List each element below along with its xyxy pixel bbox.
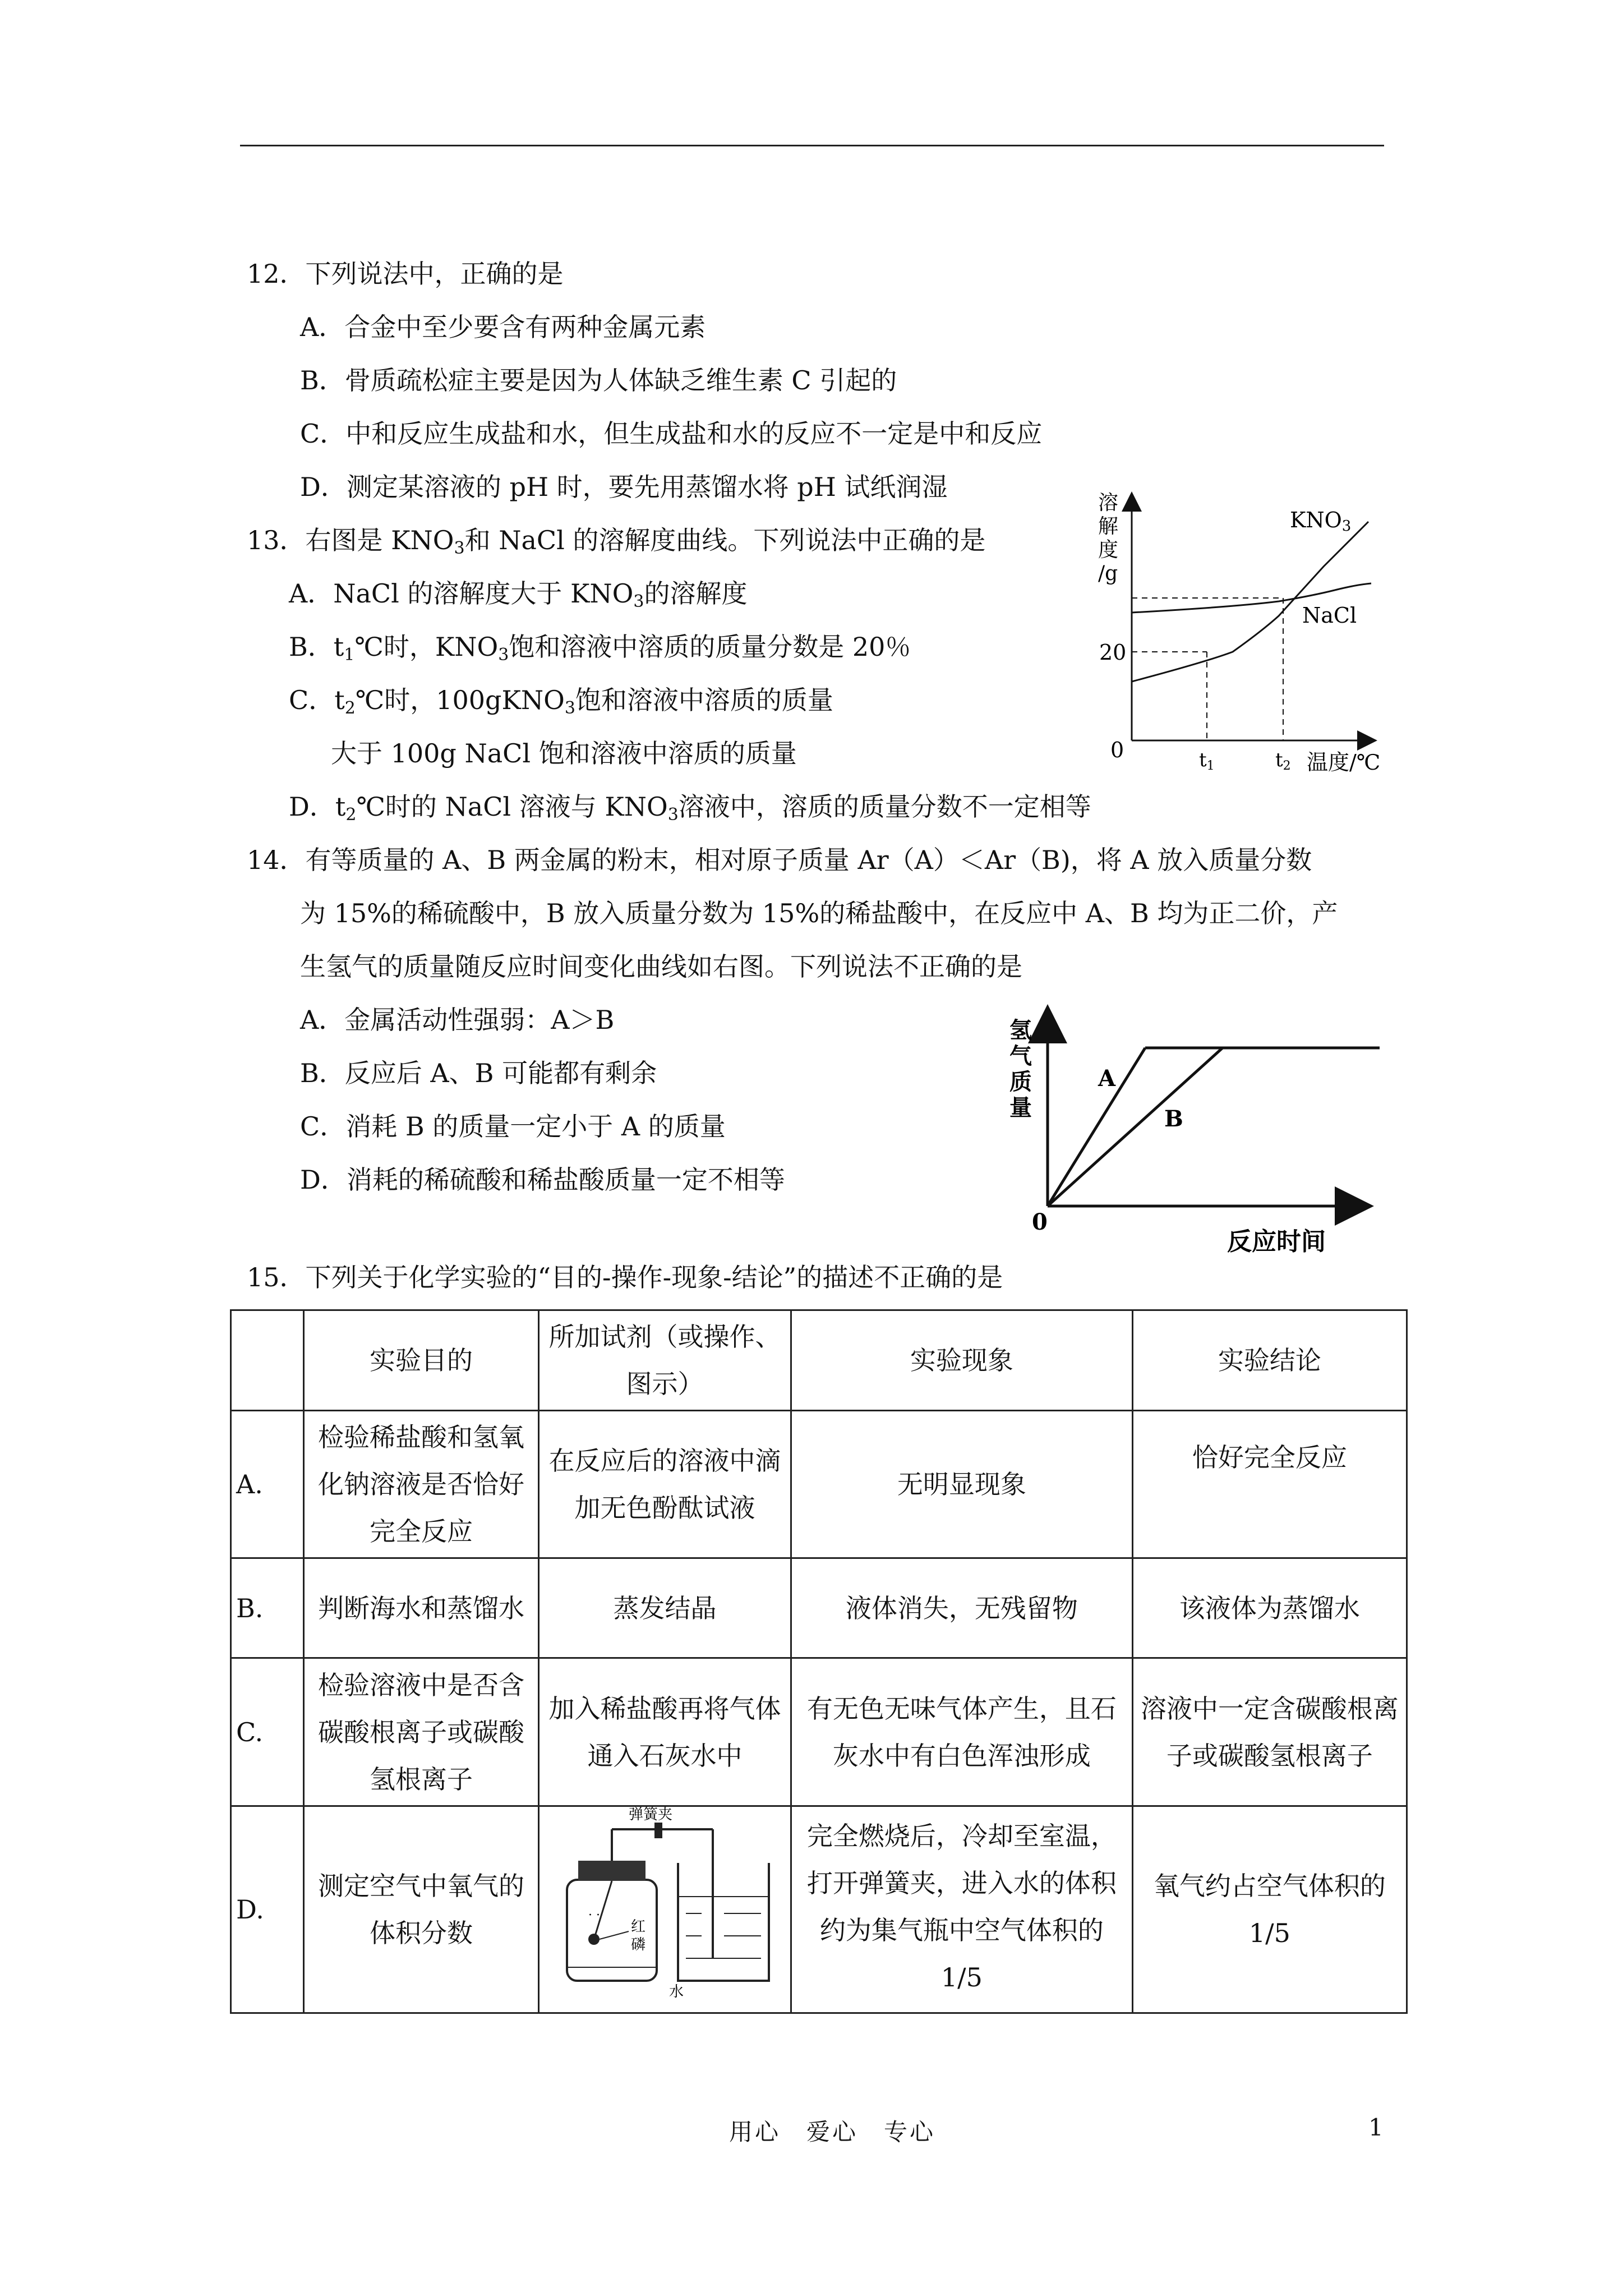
table-cell: 有无色无味气体产生，且石灰水中有白色浑浊形成 (791, 1658, 1133, 1806)
table-cell: 测定空气中氧气的体积分数 (303, 1806, 538, 2013)
x-label: 反应时间 (1227, 1227, 1326, 1256)
q12-option-d: D．测定某溶液的 pH 时，要先用蒸馏水将 pH 试纸润湿 (300, 472, 948, 502)
table-cell: 在反应后的溶液中滴加无色酚酞试液 (539, 1411, 791, 1558)
oxygen-apparatus-diagram (545, 1807, 786, 1998)
clamp-label: 弹簧夹 (628, 1807, 672, 1823)
q14-line2: 为 15%的稀硫酸中，B 放入质量分数为 15%的稀盐酸中，在反应中 A、B 均为正二价，产 (300, 898, 1338, 928)
label-b: B (1164, 1106, 1183, 1132)
table-cell: 蒸发结晶 (539, 1558, 791, 1658)
t2-label: t2 (1275, 749, 1291, 773)
curve-b (1048, 1048, 1223, 1206)
water-label: 水 (668, 1984, 684, 1998)
row-label: D. (231, 1806, 304, 2013)
phosphorus-label-2: 磷 (630, 1936, 645, 1953)
header-cell: 实验结论 (1132, 1310, 1407, 1411)
table-cell: 该液体为蒸馏水 (1132, 1558, 1407, 1658)
spring-clamp (654, 1823, 662, 1838)
table-cell: 加入稀盐酸再将气体通入石灰水中 (539, 1658, 791, 1806)
y-label-1: 氢 (1009, 1017, 1032, 1043)
q14-option-a: A．金属活动性强弱：A＞B (300, 1005, 615, 1035)
q13-stem: 13．右图是 $KNO_3$和 NaCl 的溶解度曲线。下列说法中正确的是 (247, 525, 986, 558)
header-cell: 所加试剂（或操作、图示） (539, 1310, 791, 1411)
q14-line1: 14．有等质量的 A、B 两金属的粉末，相对原子质量 Ar（A）＜Ar（B)，将 A 放入质量分数 (247, 845, 1312, 875)
footer-motto: 用心 爱心 专心 (729, 2118, 936, 2146)
q12-option-a: A．合金中至少要含有两种金属元素 (300, 312, 706, 342)
stopper (578, 1861, 645, 1881)
kno3-curve (1132, 522, 1368, 682)
t1-label: t1 (1199, 749, 1215, 773)
q13-option-b: B．$t_1℃$时，$KNO_3$饱和溶液中溶质的质量分数是 20％ (289, 632, 911, 665)
header-rule (240, 145, 1384, 146)
label-a: A (1098, 1065, 1116, 1092)
table-cell: 氧气约占空气体积的 1/5 (1132, 1806, 1407, 2013)
y-label-2: 气 (1009, 1043, 1032, 1069)
row-label: C. (231, 1658, 304, 1806)
q14-option-c: C．消耗 B 的质量一定小于 A 的质量 (300, 1111, 726, 1142)
page-number: 1 (1368, 2114, 1384, 2141)
smoke-dots: · · (588, 1908, 600, 1922)
beaker (678, 1863, 769, 1981)
q12-stem: 12．下列说法中，正确的是 (247, 259, 564, 289)
row-label: A. (231, 1411, 304, 1558)
y-label-3: 度 (1098, 539, 1119, 562)
table-row (231, 1806, 1407, 2013)
solubility-chart (1088, 482, 1402, 785)
experiment-table (230, 1309, 1408, 2014)
apparatus-cell (539, 1806, 791, 2013)
row-label: B. (231, 1558, 304, 1658)
phosphorus-label-1: 红 (630, 1918, 645, 1935)
table-row (231, 1558, 1407, 1658)
y-tick-20: 20 (1099, 640, 1127, 665)
header-cell: 实验目的 (303, 1310, 538, 1411)
q15-stem: 15．下列关于化学实验的“目的-操作-现象-结论”的描述不正确的是 (247, 1262, 1003, 1292)
q13-option-a: A．NaCl 的溶解度大于 $KNO_3$的溶解度 (289, 578, 748, 611)
q13-option-c-line2: 大于 100g NaCl 饱和溶液中溶质的质量 (331, 738, 797, 769)
phosphorus-pointer (600, 1931, 629, 1939)
q12-option-b: B．骨质疏松症主要是因为人体缺乏维生素 C 引起的 (300, 365, 897, 395)
table-cell: 判断海水和蒸馏水 (303, 1558, 538, 1658)
hydrogen-chart (998, 999, 1402, 1257)
table-cell: 溶液中一定含碳酸根离子或碳酸氢根离子 (1132, 1658, 1407, 1806)
table-cell: 液体消失，无残留物 (791, 1558, 1133, 1658)
q12-option-c: C．中和反应生成盐和水，但生成盐和水的反应不一定是中和反应 (300, 418, 1043, 449)
kno3-label: KNO3 (1290, 508, 1352, 535)
table-cell: 无明显现象 (791, 1411, 1133, 1558)
y-label-3: 质 (1009, 1069, 1032, 1095)
origin-label: 0 (1110, 738, 1124, 762)
table-cell: 检验稀盐酸和氢氧化钠溶液是否恰好完全反应 (303, 1411, 538, 1558)
x-label: 温度/℃ (1307, 750, 1381, 775)
header-cell (231, 1310, 304, 1411)
q14-line3: 生氢气的质量随反应时间变化曲线如右图。下列说法不正确的是 (300, 951, 1022, 982)
table-row (231, 1658, 1407, 1806)
origin-label: 0 (1032, 1209, 1048, 1235)
y-label-1: 溶 (1098, 491, 1119, 514)
q14-option-d: D．消耗的稀硫酸和稀盐酸质量一定不相等 (300, 1165, 785, 1195)
y-label-4: /g (1098, 562, 1118, 585)
nacl-label: NaCl (1302, 603, 1357, 628)
table-cell: 检验溶液中是否含碳酸根离子或碳酸氢根离子 (303, 1658, 538, 1806)
table-header-row (231, 1310, 1407, 1411)
y-label-2: 解 (1098, 515, 1119, 538)
table-cell: 恰好完全反应 (1132, 1411, 1407, 1558)
table-row (231, 1411, 1407, 1558)
header-cell: 实验现象 (791, 1310, 1133, 1411)
q13-option-d: D．$t_2℃$时的 NaCl 溶液与 $KNO_3$溶液中，溶质的质量分数不一定相等 (289, 792, 1091, 825)
q13-option-c: C．$t_2℃$时，100gKNO$_3$饱和溶液中溶质的质量 (289, 685, 833, 718)
curve-a (1048, 1048, 1145, 1206)
table-cell: 完全燃烧后，冷却至室温，打开弹簧夹，进入水的体积约为集气瓶中空气体积的 1/5 (791, 1806, 1133, 2013)
q14-option-b: B．反应后 A、B 可能都有剩余 (300, 1058, 657, 1088)
phosphorus (588, 1934, 600, 1945)
y-label-4: 量 (1009, 1094, 1032, 1121)
